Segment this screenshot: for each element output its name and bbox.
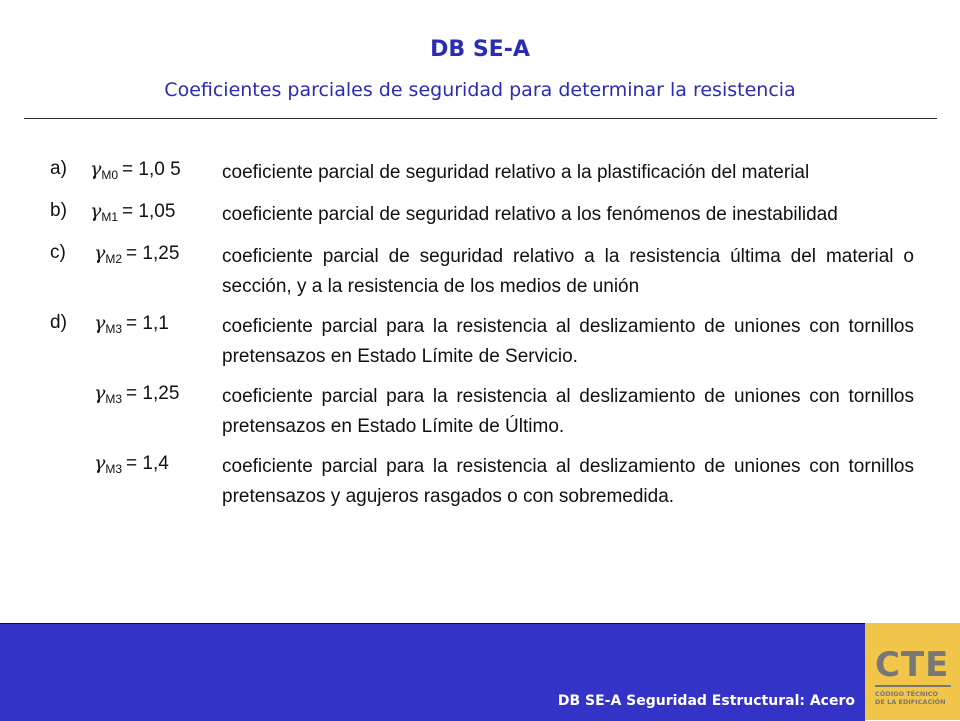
subscript: M3 (105, 322, 123, 336)
coefficient-formula (94, 382, 179, 405)
slide-title: DB SE-A (430, 37, 530, 62)
logo-mark: CTE (875, 645, 950, 685)
subscript: M0 (101, 168, 119, 182)
gamma-symbol: γ (94, 242, 106, 264)
coefficient-value: = 1,25 (126, 383, 180, 404)
description-line: coeficiente parcial para la resistencia al deslizamiento de uniones con tornillos (222, 386, 914, 407)
subscript: M3 (105, 462, 123, 476)
description-line: pretensazos en Estado Límite de Último. (222, 416, 565, 437)
gamma-symbol: γ (90, 158, 102, 180)
coefficient-formula (94, 242, 179, 265)
footer-title: DB SE-A Seguridad Estructural: Acero (557, 693, 855, 709)
description-line: pretensazos en Estado Límite de Servicio. (222, 346, 578, 367)
coefficient-value: = 1,0 5 (122, 159, 181, 180)
item-letter: c) (50, 242, 66, 263)
item-description (222, 158, 914, 188)
gamma-symbol: γ (94, 382, 106, 404)
coefficient-formula (94, 452, 169, 475)
description-line: coeficiente parcial de seguridad relativo a la resistencia última del material o (222, 246, 914, 267)
slide-subtitle: Coeficientes parciales de seguridad para determinar la resistencia (164, 79, 796, 101)
logo-divider (875, 685, 951, 687)
description-line: pretensazos y agujeros rasgados o con sobremedida. (222, 486, 675, 507)
subscript: M3 (105, 392, 123, 406)
item-description (222, 452, 914, 512)
item-letter: b) (50, 200, 67, 221)
gamma-symbol: γ (90, 200, 102, 222)
gamma-symbol: γ (94, 452, 106, 474)
coefficient-value: = 1,05 (122, 201, 176, 222)
subscript: M1 (101, 210, 119, 224)
item-description (222, 242, 914, 302)
gamma-symbol: γ (94, 312, 106, 334)
item-description (222, 382, 914, 442)
logo-line: DE LA EDIFICACIÓN (875, 698, 946, 706)
coefficient-formula (94, 312, 169, 335)
description-line: coeficiente parcial de seguridad relativo a la plastificación del material (222, 162, 810, 183)
header-divider (24, 118, 937, 119)
subscript: M2 (105, 252, 123, 266)
coefficient-value: = 1,25 (126, 243, 180, 264)
description-line: coeficiente parcial para la resistencia al deslizamiento de uniones con tornillos (222, 456, 914, 477)
item-letter: d) (50, 312, 67, 333)
coefficient-value: = 1,1 (126, 313, 169, 334)
footer-bar (0, 623, 865, 721)
coefficient-value: = 1,4 (126, 453, 169, 474)
logo-line: CÓDIGO TÉCNICO (875, 690, 939, 698)
coefficient-formula (90, 158, 181, 181)
cte-logo (865, 623, 960, 720)
description-line: sección, y a la resistencia de los medios de unión (222, 276, 640, 297)
logo-subtitle (875, 690, 955, 706)
coefficient-formula (90, 200, 175, 223)
item-description (222, 200, 914, 230)
item-letter: a) (50, 158, 67, 179)
description-line: coeficiente parcial de seguridad relativo a los fenómenos de inestabilidad (222, 204, 838, 225)
item-description (222, 312, 914, 372)
description-line: coeficiente parcial para la resistencia al deslizamiento de uniones con tornillos (222, 316, 914, 337)
